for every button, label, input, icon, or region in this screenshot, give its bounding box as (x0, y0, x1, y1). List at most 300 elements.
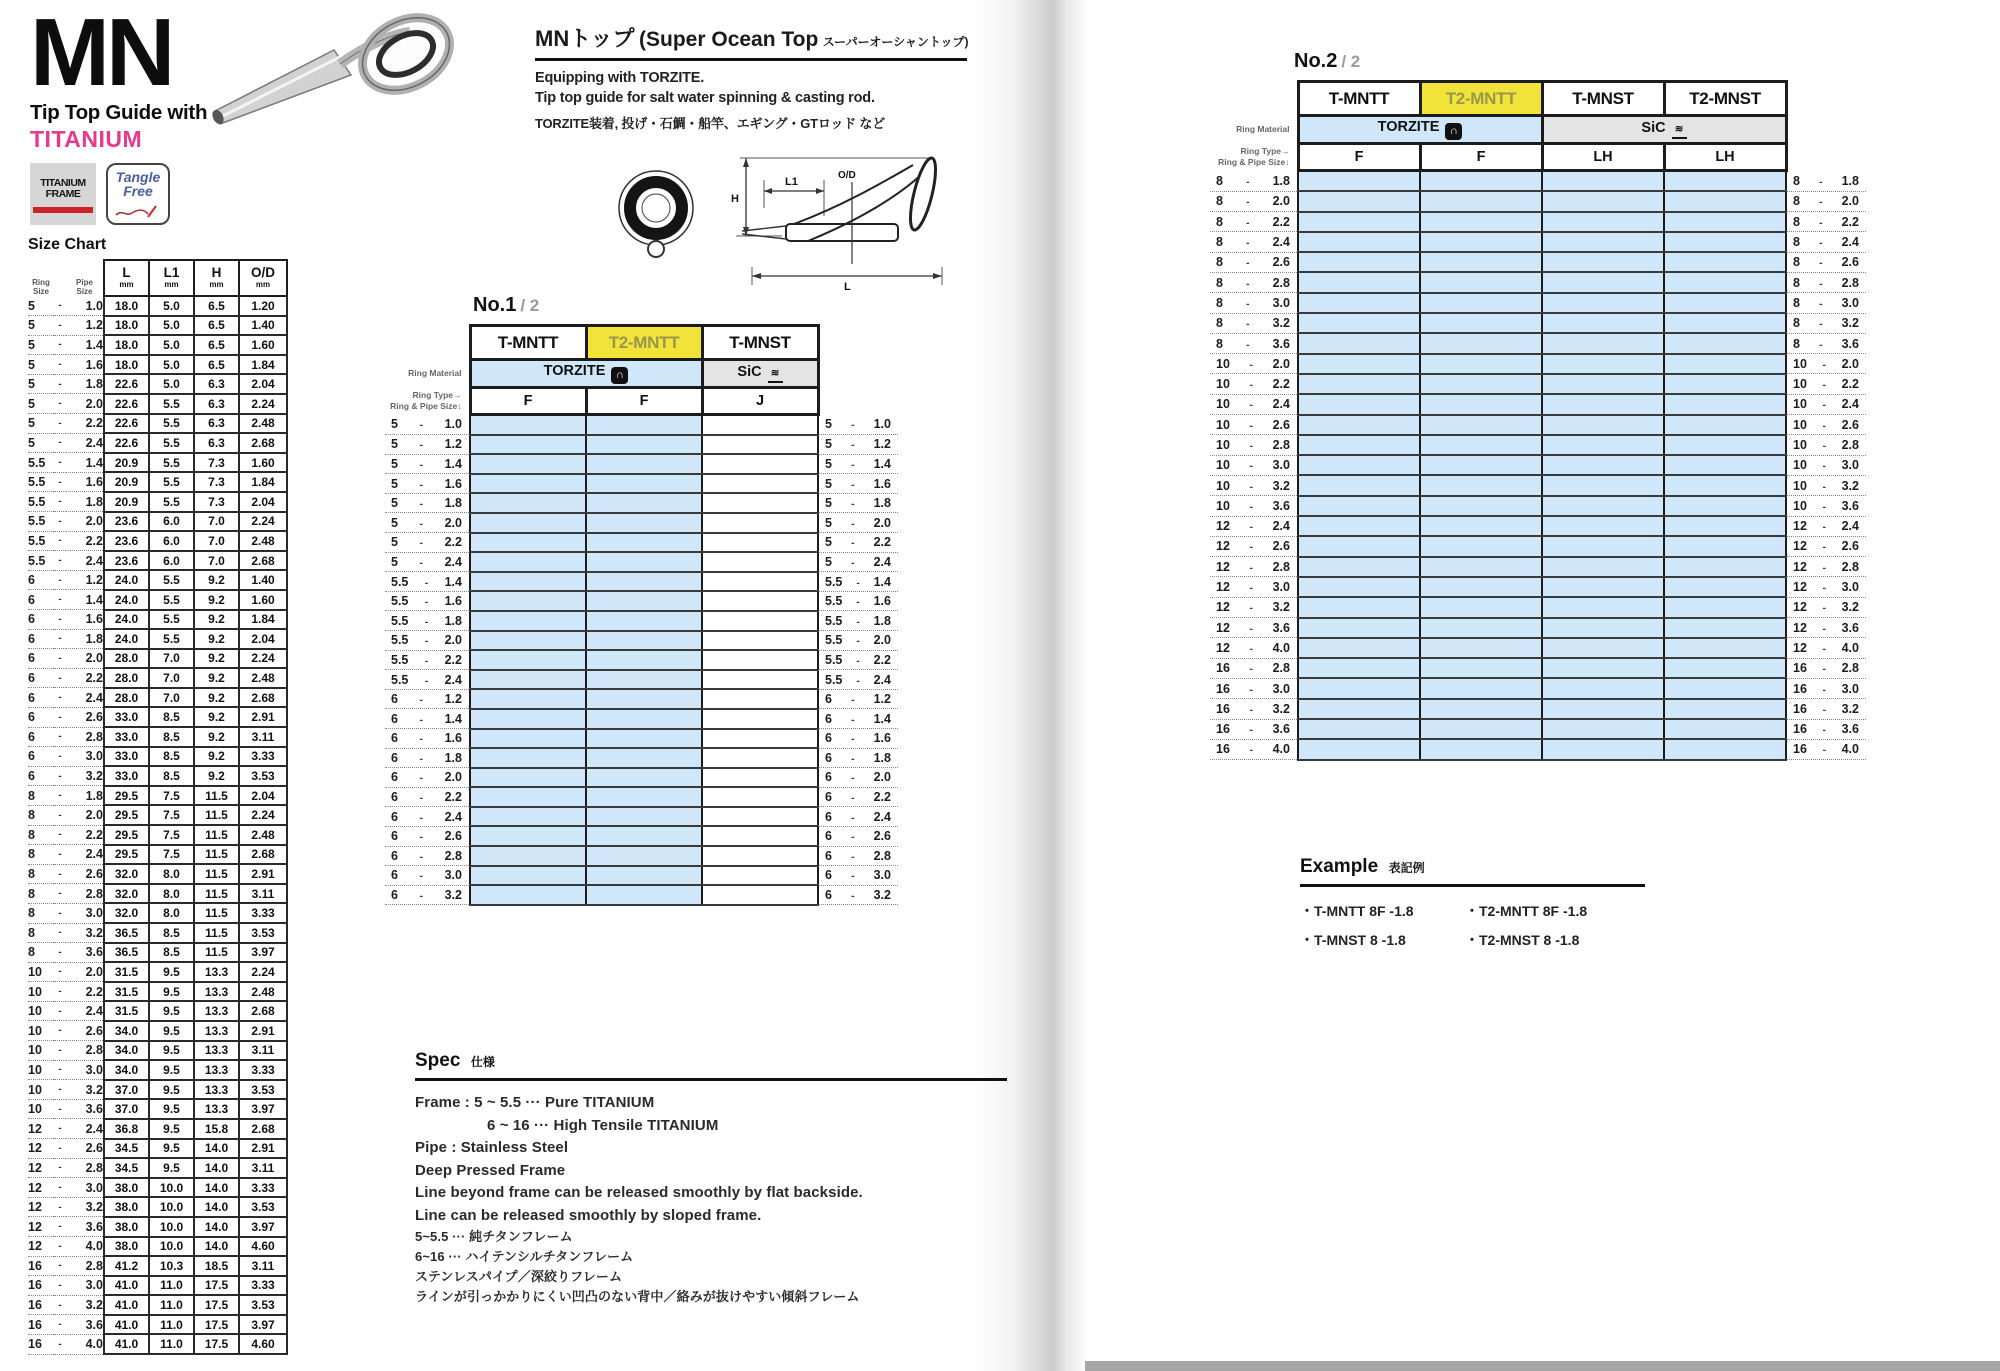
ring-size-value: 12 (28, 1158, 54, 1178)
product-header (535, 22, 967, 132)
h-value: 17.5 (194, 1276, 239, 1296)
row-size-label: 8 - 2.0 (1786, 191, 1866, 211)
od-value: 3.97 (239, 943, 287, 963)
empty-spec-cell (586, 885, 702, 905)
l-value: 23.6 (104, 512, 149, 532)
row-size-label: 5 - 2.4 (385, 552, 470, 572)
ring-size-value: 12 (28, 1178, 54, 1198)
pipe-size-value: 2.2 (66, 668, 104, 688)
row-size-label: 8 - 3.6 (1786, 333, 1866, 353)
empty-spec-cell (702, 807, 818, 827)
ring-size-value: 6 (28, 766, 54, 786)
h-value: 6.5 (194, 335, 239, 355)
l1-value: 6.0 (149, 531, 194, 551)
row-size-label: 12 - 3.2 (1786, 597, 1866, 617)
right-page (1080, 0, 2000, 1371)
size-chart-row (28, 864, 287, 884)
size-separator: - (54, 845, 66, 865)
empty-spec-cell (1420, 719, 1542, 739)
titanium-badge-line2: FRAME (45, 188, 81, 201)
ring-pipe-size-label: Ring & Pipe Size↓ (390, 401, 462, 411)
row-size-label: 5.5 - 2.2 (385, 650, 470, 670)
h-value: 13.3 (194, 1099, 239, 1119)
empty-spec-cell (1298, 354, 1420, 374)
h-value: 9.2 (194, 590, 239, 610)
size-separator: - (54, 884, 66, 904)
l1-value: 5.5 (149, 629, 194, 649)
l-value: 38.0 (104, 1178, 149, 1198)
l1-value: 8.5 (149, 727, 194, 747)
empty-spec-cell (702, 533, 818, 553)
empty-spec-cell (1542, 678, 1664, 698)
row-size-label: 12 - 3.0 (1210, 577, 1298, 597)
size-separator: - (54, 962, 66, 982)
size-row (1210, 354, 1866, 374)
size-chart-row (28, 1021, 287, 1041)
empty-spec-cell (1542, 272, 1664, 292)
size-separator: - (54, 1334, 66, 1354)
spec-line: 6~16 ··· ハイテンシルチタンフレーム (415, 1249, 634, 1265)
l1-value: 9.5 (149, 962, 194, 982)
l1-value: 9.5 (149, 1021, 194, 1041)
empty-spec-cell (1298, 455, 1420, 475)
size-row (1210, 333, 1866, 353)
empty-spec-cell (1664, 191, 1786, 211)
empty-spec-cell (1298, 191, 1420, 211)
l1-value: 7.5 (149, 786, 194, 806)
size-row (385, 493, 898, 513)
ring-size-header: Ring Size (32, 277, 50, 296)
pipe-size-value: 1.4 (66, 590, 104, 610)
empty-spec-cell (1542, 577, 1664, 597)
pipe-size-value: 1.4 (66, 335, 104, 355)
pipe-size-value: 2.0 (66, 394, 104, 414)
od-value: 2.04 (239, 786, 287, 806)
empty-spec-cell (470, 631, 586, 651)
od-value: 1.40 (239, 570, 287, 590)
size-row (1210, 212, 1866, 232)
h-value: 18.5 (194, 1256, 239, 1276)
model-header-row (385, 326, 898, 360)
empty-spec-cell (1664, 435, 1786, 455)
size-chart-row (28, 943, 287, 963)
ring-size-value: 5 (28, 374, 54, 394)
h-value: 9.2 (194, 649, 239, 669)
od-value: 2.68 (239, 1119, 287, 1139)
dimension-diagram (612, 134, 957, 292)
empty-spec-cell (470, 513, 586, 533)
size-separator: - (54, 1178, 66, 1198)
size-chart-row (28, 355, 287, 375)
ring-size-value: 8 (28, 943, 54, 963)
tangle-badge-line1: Tangle (115, 168, 161, 185)
row-size-label: 8 - 3.0 (1786, 293, 1866, 313)
row-size-label: 6 - 1.2 (385, 689, 470, 709)
empty-spec-cell (470, 572, 586, 592)
pipe-size-value: 2.4 (66, 688, 104, 708)
h-value: 7.0 (194, 551, 239, 571)
empty-spec-cell (470, 611, 586, 631)
empty-spec-cell (1298, 374, 1420, 394)
l-value: 22.6 (104, 433, 149, 453)
size-chart-row (28, 1139, 287, 1159)
empty-spec-cell (1420, 557, 1542, 577)
row-size-label: 6 - 2.4 (385, 807, 470, 827)
size-row (385, 866, 898, 886)
ring-type-label: Ring Type→ (412, 390, 462, 401)
h-value: 13.3 (194, 1001, 239, 1021)
ring-size-value: 10 (28, 1001, 54, 1021)
empty-spec-cell (586, 415, 702, 435)
size-separator: - (54, 570, 66, 590)
ring-size-value: 12 (28, 1217, 54, 1237)
product-photo-icon (188, 0, 488, 140)
example-title-jp: 表記例 (1388, 861, 1425, 875)
row-size-label: 16 - 3.6 (1210, 719, 1298, 739)
model-header: T2-MNST (1664, 82, 1786, 116)
row-size-label: 8 - 2.8 (1210, 272, 1298, 292)
pipe-size-value: 3.2 (66, 1080, 104, 1100)
empty-spec-cell (1664, 475, 1786, 495)
empty-spec-cell (1420, 313, 1542, 333)
size-row (1210, 699, 1866, 719)
empty-spec-cell (1664, 415, 1786, 435)
l-value: 37.0 (104, 1099, 149, 1119)
pipe-size-value: 2.6 (66, 1021, 104, 1041)
empty-spec-cell (586, 748, 702, 768)
ring-size-value: 6 (28, 727, 54, 747)
row-size-label: 6 - 3.2 (385, 885, 470, 905)
l1-value: 10.0 (149, 1217, 194, 1237)
empty-spec-cell (1420, 415, 1542, 435)
row-size-label: 6 - 2.0 (818, 768, 898, 788)
empty-spec-cell (1298, 394, 1420, 414)
example-items (1300, 901, 1645, 950)
l1-value: 5.5 (149, 433, 194, 453)
desc-line-2: Tip top guide for salt water spinning & casting rod. (535, 90, 875, 106)
model-header: T2-MNTT (1420, 82, 1542, 116)
size-chart-row (28, 1315, 287, 1335)
size-row (1210, 475, 1866, 495)
l1-value: 5.0 (149, 296, 194, 316)
empty-spec-cell (702, 552, 818, 572)
size-chart-row (28, 825, 287, 845)
l1-value: 7.0 (149, 668, 194, 688)
h-value: 11.5 (194, 943, 239, 963)
ring-size-value: 5 (28, 316, 54, 336)
empty-spec-cell (1420, 354, 1542, 374)
empty-spec-cell (586, 846, 702, 866)
size-chart-row (28, 610, 287, 630)
l-value: 24.0 (104, 570, 149, 590)
h-value: 11.5 (194, 786, 239, 806)
size-chart-row (28, 923, 287, 943)
size-row (1210, 232, 1866, 252)
empty-spec-cell (702, 670, 818, 690)
empty-spec-cell (1298, 597, 1420, 617)
ring-size-value: 8 (28, 825, 54, 845)
pipe-size-value: 2.0 (66, 962, 104, 982)
od-value: 4.60 (239, 1237, 287, 1257)
size-separator: - (54, 394, 66, 414)
row-size-label: 5 - 1.0 (818, 415, 898, 435)
ring-size-value: 5.5 (28, 531, 54, 551)
empty-spec-cell (702, 454, 818, 474)
empty-spec-cell (1664, 374, 1786, 394)
h-value: 9.2 (194, 766, 239, 786)
row-size-label: 8 - 3.6 (1210, 333, 1298, 353)
spec-line: ラインが引っかかりにくい凹凸のない背中／絡みが抜けやすい傾斜フレーム (415, 1289, 860, 1305)
empty-spec-cell (1664, 293, 1786, 313)
empty-spec-cell (586, 533, 702, 553)
ring-type-cell: F (470, 388, 586, 415)
size-chart-row (28, 707, 287, 727)
ring-pipe-size-label: Ring & Pipe Size↓ (1218, 157, 1290, 167)
empty-spec-cell (1542, 475, 1664, 495)
empty-spec-cell (586, 454, 702, 474)
pipe-size-value: 1.6 (66, 610, 104, 630)
empty-spec-cell (1420, 678, 1542, 698)
row-size-label: 6 - 1.8 (385, 748, 470, 768)
size-separator: - (54, 1041, 66, 1061)
l-value: 34.5 (104, 1158, 149, 1178)
ring-size-value: 16 (28, 1256, 54, 1276)
l-value: 29.5 (104, 805, 149, 825)
size-chart-row (28, 335, 287, 355)
empty-spec-cell (1664, 678, 1786, 698)
empty-spec-cell (702, 493, 818, 513)
size-chart-row (28, 1060, 287, 1080)
row-size-label: 16 - 3.2 (1786, 699, 1866, 719)
od-value: 2.24 (239, 394, 287, 414)
empty-spec-cell (586, 670, 702, 690)
size-chart-row (28, 786, 287, 806)
empty-spec-cell (1664, 272, 1786, 292)
row-size-label: 8 - 1.8 (1210, 171, 1298, 192)
example-item: ・T-MNST 8 -1.8 (1300, 932, 1406, 948)
h-value: 7.0 (194, 531, 239, 551)
empty-spec-cell (1298, 293, 1420, 313)
od-value: 2.68 (239, 845, 287, 865)
pipe-size-value: 3.2 (66, 766, 104, 786)
h-value: 13.3 (194, 982, 239, 1002)
sic-logo-icon: ≋ (768, 368, 783, 383)
l1-value: 9.5 (149, 1139, 194, 1159)
h-value: 14.0 (194, 1237, 239, 1257)
l-value: 37.0 (104, 1080, 149, 1100)
h-value: 11.5 (194, 923, 239, 943)
empty-spec-cell (1298, 415, 1420, 435)
row-size-label: 5 - 1.8 (385, 493, 470, 513)
size-chart-row (28, 1256, 287, 1276)
ring-size-value: 10 (28, 1021, 54, 1041)
row-size-label: 12 - 4.0 (1210, 638, 1298, 658)
size-separator: - (54, 1197, 66, 1217)
empty-spec-cell (1542, 496, 1664, 516)
empty-spec-cell (1664, 333, 1786, 353)
spec-line: 6 ~ 16 ··· High Tensile TITANIUM (487, 1116, 719, 1134)
l-value: 38.0 (104, 1197, 149, 1217)
row-size-label: 5 - 1.6 (385, 474, 470, 494)
row-size-label: 6 - 1.4 (385, 709, 470, 729)
h-value: 7.0 (194, 512, 239, 532)
size-chart-row (28, 453, 287, 473)
ring-size-value: 5 (28, 296, 54, 316)
pipe-size-value: 2.8 (66, 1256, 104, 1276)
size-row (1210, 658, 1866, 678)
l1-value: 7.5 (149, 805, 194, 825)
ring-size-value: 16 (28, 1295, 54, 1315)
l1-value: 9.5 (149, 1060, 194, 1080)
l-value: 20.9 (104, 472, 149, 492)
od-value: 1.84 (239, 355, 287, 375)
header-spacer (54, 260, 66, 296)
size-chart-row (28, 512, 287, 532)
l-value: 38.0 (104, 1237, 149, 1257)
row-size-label: 10 - 2.6 (1210, 415, 1298, 435)
size-separator: - (54, 531, 66, 551)
h-value: 11.5 (194, 864, 239, 884)
h-value: 9.2 (194, 629, 239, 649)
pipe-size-value: 1.8 (66, 786, 104, 806)
row-size-label: 12 - 3.2 (1210, 597, 1298, 617)
empty-spec-cell (1542, 313, 1664, 333)
empty-spec-cell (1542, 699, 1664, 719)
size-chart-row (28, 1217, 287, 1237)
table-total: / 2 (520, 296, 540, 315)
size-separator: - (54, 943, 66, 963)
empty-spec-cell (1542, 293, 1664, 313)
ring-size-value: 8 (28, 845, 54, 865)
h-dimension-label: H (731, 193, 739, 205)
row-size-label: 5 - 2.2 (385, 533, 470, 553)
l-value: 22.6 (104, 414, 149, 434)
l-value: 29.5 (104, 786, 149, 806)
row-size-label: 16 - 3.2 (1210, 699, 1298, 719)
ring-size-value: 8 (28, 864, 54, 884)
spec-section (415, 1050, 1007, 1308)
ring-size-value: 6 (28, 649, 54, 669)
empty-spec-cell (1542, 394, 1664, 414)
size-chart-row (28, 805, 287, 825)
size-separator: - (54, 1276, 66, 1296)
size-row (1210, 415, 1866, 435)
spec-table-2-section (1210, 50, 1866, 761)
l1-value: 9.5 (149, 982, 194, 1002)
h-value: 6.3 (194, 414, 239, 434)
empty-spec-cell (1420, 516, 1542, 536)
size-row (385, 709, 898, 729)
ring-material-label: Ring Material (408, 368, 462, 379)
row-size-label: 12 - 3.6 (1210, 618, 1298, 638)
size-row (385, 885, 898, 905)
l1-value: 6.0 (149, 551, 194, 571)
pipe-size-value: 1.2 (66, 316, 104, 336)
size-separator: - (54, 335, 66, 355)
size-chart-row (28, 1080, 287, 1100)
table-total: / 2 (1341, 52, 1361, 71)
size-separator: - (54, 1139, 66, 1159)
ring-material-name: SiC (1641, 120, 1666, 136)
l1-value: 8.5 (149, 923, 194, 943)
l1-value: 5.5 (149, 472, 194, 492)
l1-value: 8.0 (149, 884, 194, 904)
od-value: 3.97 (239, 1217, 287, 1237)
od-value: 3.53 (239, 923, 287, 943)
ring-material-name: SiC (737, 364, 762, 380)
size-row (385, 787, 898, 807)
row-size-label: 6 - 3.0 (385, 866, 470, 886)
row-size-label: 5 - 1.6 (818, 474, 898, 494)
empty-spec-cell (586, 709, 702, 729)
l-value: 23.6 (104, 551, 149, 571)
od-value: 2.48 (239, 825, 287, 845)
size-separator: - (54, 374, 66, 394)
empty-spec-cell (1420, 171, 1542, 192)
ring-size-value: 10 (28, 962, 54, 982)
size-chart-row (28, 962, 287, 982)
ring-size-value: 5 (28, 355, 54, 375)
l1-value: 10.0 (149, 1178, 194, 1198)
h-value: 9.2 (194, 610, 239, 630)
example-item: ・T2-MNST 8 -1.8 (1465, 932, 1580, 948)
row-size-label: 16 - 4.0 (1210, 739, 1298, 759)
spec-line: Pipe : Stainless Steel (415, 1139, 569, 1156)
size-chart-row (28, 374, 287, 394)
empty-spec-cell (1298, 171, 1420, 192)
pipe-size-value: 3.2 (66, 923, 104, 943)
l-value: 24.0 (104, 590, 149, 610)
size-row (385, 591, 898, 611)
od-value: 3.33 (239, 1060, 287, 1080)
empty-spec-cell (1298, 435, 1420, 455)
empty-spec-cell (470, 866, 586, 886)
h-value: 7.3 (194, 492, 239, 512)
size-chart-row (28, 551, 287, 571)
h-value: 9.2 (194, 727, 239, 747)
size-row (1210, 719, 1866, 739)
size-chart-row (28, 1295, 287, 1315)
h-value: 17.5 (194, 1315, 239, 1335)
h-value: 11.5 (194, 845, 239, 865)
size-row (1210, 455, 1866, 475)
ring-size-value: 12 (28, 1237, 54, 1257)
empty-spec-cell (1664, 719, 1786, 739)
h-value: 9.2 (194, 688, 239, 708)
pipe-size-value: 1.2 (66, 570, 104, 590)
size-chart-row (28, 316, 287, 336)
row-size-label: 10 - 2.8 (1786, 435, 1866, 455)
spec-title-jp: 仕様 (470, 1055, 495, 1069)
od-value: 2.68 (239, 1001, 287, 1021)
empty-spec-cell (586, 729, 702, 749)
pipe-size-value: 3.6 (66, 943, 104, 963)
row-size-label: 8 - 3.0 (1210, 293, 1298, 313)
empty-spec-cell (702, 650, 818, 670)
l1-value: 5.5 (149, 590, 194, 610)
spec-table-1-section (385, 294, 898, 906)
h-value: 14.0 (194, 1158, 239, 1178)
ring-type-cell: J (702, 388, 818, 415)
size-row (1210, 374, 1866, 394)
l1-value: 9.5 (149, 1119, 194, 1139)
size-chart-row (28, 668, 287, 688)
empty-spec-cell (1542, 719, 1664, 739)
l-value: 29.5 (104, 845, 149, 865)
empty-spec-cell (1542, 658, 1664, 678)
size-row (385, 768, 898, 788)
pipe-size-value: 2.0 (66, 512, 104, 532)
